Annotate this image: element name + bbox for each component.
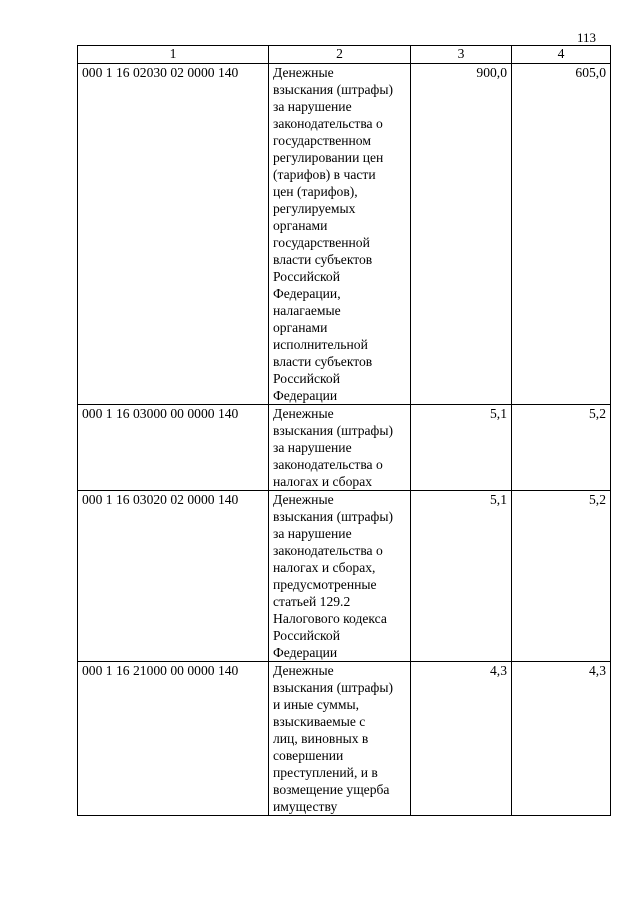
description-line: цен (тарифов),	[273, 184, 358, 199]
description-line: взыскания (штрафы)	[273, 423, 393, 438]
description-line: и иные суммы,	[273, 697, 359, 712]
budget-code-cell: 000 1 16 21000 00 0000 140	[78, 662, 269, 816]
amount-col4-cell: 5,2	[512, 491, 611, 662]
description-line: государственном	[273, 133, 371, 148]
description-line: за нарушение	[273, 526, 352, 541]
table-row	[78, 64, 611, 405]
description-line: органами	[273, 320, 328, 335]
amount-col4-cell: 4,3	[512, 662, 611, 816]
description-cell	[269, 64, 411, 405]
description-line: взыскания (штрафы)	[273, 82, 393, 97]
description-line: за нарушение	[273, 99, 352, 114]
description-line: Федерации	[273, 645, 338, 660]
amount-col3-cell: 5,1	[411, 405, 512, 491]
header-row	[78, 46, 611, 64]
description-line: государственной	[273, 235, 370, 250]
description-line: законодательства о	[273, 457, 383, 472]
page-number: 113	[576, 30, 596, 45]
description-line: Денежные	[273, 65, 334, 80]
description-line: статьей 129.2	[273, 594, 351, 609]
description-line: преступлений, и в	[273, 765, 378, 780]
description-line: исполнительной	[273, 337, 368, 352]
amount-col3-cell: 5,1	[411, 491, 512, 662]
description-line: предусмотренные	[273, 577, 377, 592]
description-line: лиц, виновных в	[273, 731, 369, 746]
description-line: регулируемых	[273, 201, 356, 216]
description-line: налогах и сборах,	[273, 560, 376, 575]
description-cell	[269, 662, 411, 816]
amount-col4-cell: 605,0	[512, 64, 611, 405]
description-cell	[269, 491, 411, 662]
description-line: Российской	[273, 628, 340, 643]
description-line: Российской	[273, 269, 340, 284]
budget-table	[77, 45, 611, 816]
description-line: взыскания (штрафы)	[273, 509, 393, 524]
amount-col3-cell: 4,3	[411, 662, 512, 816]
description-line: за нарушение	[273, 440, 352, 455]
table-row	[78, 405, 611, 491]
description-line: имуществу	[273, 799, 338, 814]
budget-code-cell: 000 1 16 02030 02 0000 140	[78, 64, 269, 405]
description-line: законодательства о	[273, 116, 383, 131]
column-header-1: 1	[78, 46, 269, 64]
description-line: налагаемые	[273, 303, 341, 318]
column-header-4: 4	[512, 46, 611, 64]
description-line: (тарифов) в части	[273, 167, 376, 182]
description-line: возмещение ущерба	[273, 782, 390, 797]
description-line: Денежные	[273, 406, 334, 421]
description-line: Денежные	[273, 663, 334, 678]
description-line: власти субъектов	[273, 354, 373, 369]
column-header-2: 2	[269, 46, 411, 64]
description-line: совершении	[273, 748, 344, 763]
description-line: Федерации,	[273, 286, 341, 301]
description-line: Российской	[273, 371, 340, 386]
description-line: взыскания (штрафы)	[273, 680, 393, 695]
description-line: органами	[273, 218, 328, 233]
description-line: Налогового кодекса	[273, 611, 387, 626]
amount-col3-cell: 900,0	[411, 64, 512, 405]
budget-code-cell: 000 1 16 03020 02 0000 140	[78, 491, 269, 662]
description-line: регулировании цен	[273, 150, 384, 165]
description-line: взыскиваемые с	[273, 714, 366, 729]
column-header-3: 3	[411, 46, 512, 64]
description-line: законодательства о	[273, 543, 383, 558]
table-row	[78, 662, 611, 816]
description-line: Денежные	[273, 492, 334, 507]
budget-code-cell: 000 1 16 03000 00 0000 140	[78, 405, 269, 491]
description-line: Федерации	[273, 388, 338, 403]
amount-col4-cell: 5,2	[512, 405, 611, 491]
description-line: власти субъектов	[273, 252, 373, 267]
description-cell	[269, 405, 411, 491]
description-line: налогах и сборах	[273, 474, 373, 489]
table-row	[78, 491, 611, 662]
table-body	[78, 64, 611, 816]
